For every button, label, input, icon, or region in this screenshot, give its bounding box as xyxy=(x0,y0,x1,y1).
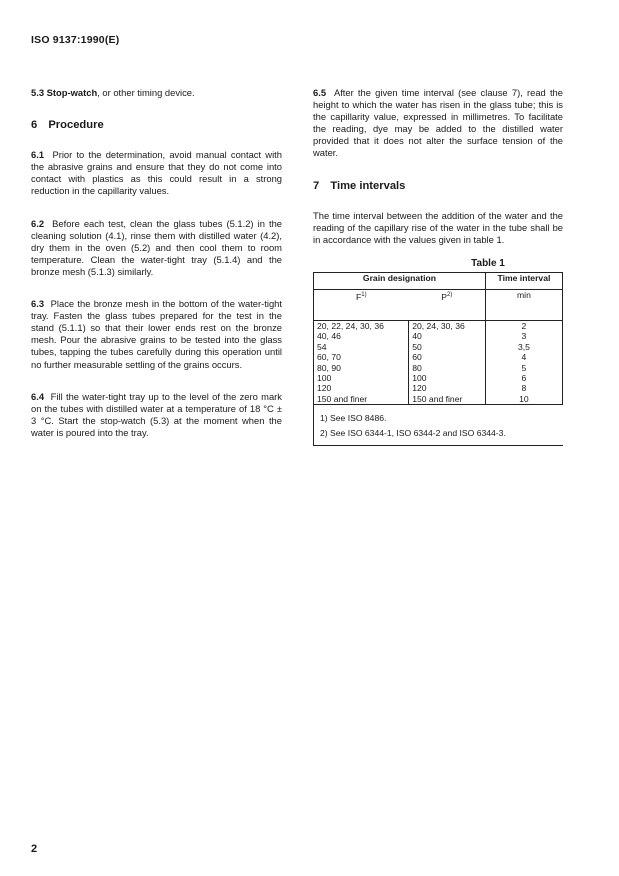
cell-time-interval: 6 xyxy=(485,373,562,383)
table-row xyxy=(314,363,563,373)
clause-text: Prior to the determination, avoid manual contact with the abrasive grains and ensure that they do not come into contact with plastics as this could result in a strong reduction in the capillarity values. xyxy=(31,149,282,197)
clause-text: , or other timing device. xyxy=(97,87,195,98)
cell-p-grain: 50 xyxy=(409,342,486,352)
footnote-1: 1) See ISO 8486. xyxy=(320,413,387,424)
cell-time-interval: 5 xyxy=(485,363,562,373)
cell-f-grain: 40, 46 xyxy=(314,331,409,341)
cell-p-grain: 100 xyxy=(409,373,486,383)
cell-f-grain: 100 xyxy=(314,373,409,383)
paragraph-6-3 xyxy=(31,298,282,371)
cell-p-grain: 20, 24, 30, 36 xyxy=(409,321,486,332)
table-row xyxy=(314,352,563,362)
table-row xyxy=(314,331,563,341)
clause-term: Stop-watch xyxy=(46,87,98,98)
cell-f-grain: 80, 90 xyxy=(314,363,409,373)
cell-p-grain: 80 xyxy=(409,363,486,373)
paragraph-6-5 xyxy=(313,87,563,160)
document-header: ISO 9137:1990(E) xyxy=(31,34,120,46)
clause-text: Place the bronze mesh in the bottom of the water-tight tray. Fasten the glass tubes prepared for the test in the stand (5.1.1) so that their lower ends rest on the bronze mesh. Pour the abrasive grains to be tested into the glass tubes, tapping the tubes carefully during this operation until no further measurable settling of the grains occurs. xyxy=(31,298,282,370)
cell-f-grain: 54 xyxy=(314,342,409,352)
clause-text: Before each test, clean the glass tubes (5.1.2) in the cleaning solution (4.1), rinse them with distilled water (4.2), dry them in the oven (5.2) and then cool them to room temperature. Clean the water-tight tray (5.1.4) and the bronze mesh (5.1.3) similarly. xyxy=(31,217,282,277)
clause-number: 6.1 xyxy=(31,149,45,161)
clause-number: 6.5 xyxy=(313,87,327,98)
clause-text: After the given time interval (see clause 7), read the height to which the water has risen in the glass tube; this is the capillarity value, expressed in millimetres. To facilitate the reading, dye may be added to the distilled water provided that it does not alter the surface tension of the water. xyxy=(313,87,563,159)
table-row xyxy=(314,321,563,332)
paragraph-7 xyxy=(313,210,563,246)
left-column xyxy=(31,87,282,459)
cell-time-interval: 4 xyxy=(485,352,562,362)
paragraph-6-1 xyxy=(31,149,282,197)
table-title: Table 1 xyxy=(471,257,505,269)
cell-p-grain: 150 and finer xyxy=(409,394,486,405)
subheader-p: $P^{2)}$ xyxy=(409,290,486,321)
cell-p-grain: 40 xyxy=(409,331,486,341)
paragraph-6-4 xyxy=(31,391,282,439)
section-heading-7 xyxy=(313,180,563,192)
paragraph-5-3 xyxy=(31,87,282,99)
cell-f-grain: 20, 22, 24, 30, 36 xyxy=(314,321,409,332)
cell-time-interval: 8 xyxy=(485,383,562,393)
table-row xyxy=(314,383,563,393)
paragraph-6-2 xyxy=(31,218,282,278)
table-row xyxy=(314,394,563,405)
cell-f-grain: 120 xyxy=(314,383,409,393)
table-row xyxy=(314,342,563,352)
section-title: Time intervals xyxy=(330,179,406,192)
cell-time-interval: 3,5 xyxy=(485,342,562,352)
cell-p-grain: 60 xyxy=(409,352,486,362)
page-number: 2 xyxy=(31,843,38,855)
clause-text: The time interval between the addition of the water and the reading of the capillary rise of the water in the tube shall be in accordance with the values given in table 1. xyxy=(313,209,563,245)
table-row xyxy=(314,373,563,383)
subheader-f: $F^{1)}$ xyxy=(314,290,409,321)
cell-time-interval: 10 xyxy=(485,394,562,405)
cell-f-grain: 150 and finer xyxy=(314,394,409,405)
subheader-time: min xyxy=(485,290,562,321)
cell-time-interval: 2 xyxy=(485,321,562,332)
clause-number: 6.2 xyxy=(31,217,45,229)
section-title: Procedure xyxy=(48,119,104,132)
table-footnotes xyxy=(313,405,563,446)
clause-number: 6.3 xyxy=(31,298,45,310)
section-heading-6 xyxy=(31,119,282,131)
section-number: 7 xyxy=(313,179,320,192)
footnote-2: 2) See ISO 6344-1, ISO 6344-2 and ISO 6344-3. xyxy=(320,428,506,439)
cell-p-grain: 120 xyxy=(409,383,486,393)
cell-time-interval: 3 xyxy=(485,331,562,341)
clause-number: 5.3 xyxy=(31,87,45,98)
column-header-time: Time interval xyxy=(485,273,562,290)
clause-number: 6.4 xyxy=(31,390,45,402)
table-body xyxy=(314,321,563,405)
time-interval-table xyxy=(313,272,563,405)
section-number: 6 xyxy=(31,119,38,132)
clause-text: Fill the water-tight tray up to the level of the zero mark on the tubes with distilled water at a temperature of 18 °C ± 3 °C. Start the stop-watch (5.3) at the moment when the water is poured into the tray. xyxy=(31,390,282,438)
cell-f-grain: 60, 70 xyxy=(314,352,409,362)
column-header-grain: Grain designation xyxy=(314,273,486,290)
right-column xyxy=(313,87,563,446)
